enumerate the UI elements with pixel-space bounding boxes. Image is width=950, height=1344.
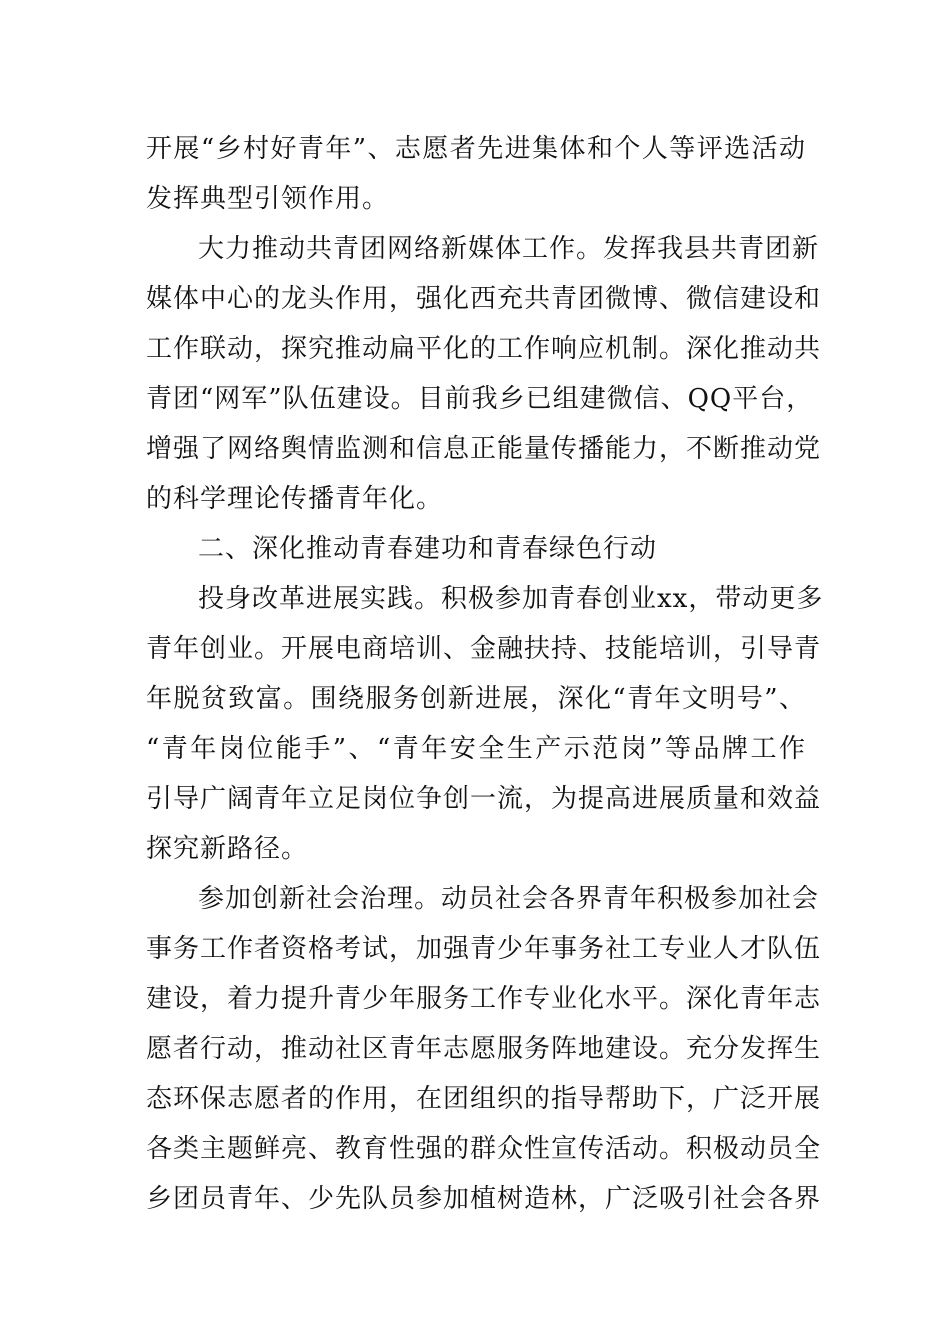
text-line: 青年创业。开展电商培训、金融扶持、技能培训，引导青: [146, 634, 822, 664]
text-line: 建设，着力提升青少年服务工作专业化水平。深化青年志: [146, 984, 822, 1014]
paragraph-first-line: 投身改革进展实践。积极参加青春创业xx，带动更多: [198, 584, 824, 614]
text-line: 愿者行动，推动社区青年志愿服务阵地建设。充分发挥生: [146, 1034, 822, 1064]
text-line: 发挥典型引领作用。: [146, 184, 390, 214]
text-line: 探究新路径。: [146, 834, 309, 864]
section-heading: 二、深化推动青春建功和青春绿色行动: [198, 534, 658, 564]
paragraph-first-line: 大力推动共青团网络新媒体工作。发挥我县共青团新: [198, 234, 820, 264]
text-line: 青团“网军”队伍建设。目前我乡已组建微信、QQ平台，: [146, 384, 814, 414]
text-line: 媒体中心的龙头作用，强化西充共青团微博、微信建设和: [146, 284, 822, 314]
paragraph-first-line: 参加创新社会治理。动员社会各界青年积极参加社会: [198, 884, 820, 914]
text-line: 引导广阔青年立足岗位争创一流，为提高进展质量和效益: [146, 784, 822, 814]
text-line: 年脱贫致富。围绕服务创新进展，深化“青年文明号”、: [146, 684, 806, 714]
text-line: 态环保志愿者的作用，在团组织的指导帮助下，广泛开展: [146, 1084, 822, 1114]
text-line: 各类主题鲜亮、教育性强的群众性宣传活动。积极动员全: [146, 1134, 822, 1164]
text-line: 开展“乡村好青年”、志愿者先进集体和个人等评选活动: [146, 134, 806, 164]
text-line: 事务工作者资格考试，加强青少年事务社工专业人才队伍: [146, 934, 822, 964]
text-line: 的科学理论传播青年化。: [146, 484, 444, 514]
text-line: 工作联动，探究推动扁平化的工作响应机制。深化推动共: [146, 334, 822, 364]
text-line: 乡团员青年、少先队员参加植树造林，广泛吸引社会各界: [146, 1184, 822, 1214]
text-line: “青年岗位能手”、“青年安全生产示范岗”等品牌工作: [146, 734, 806, 764]
text-line: 增强了网络舆情监测和信息正能量传播能力，不断推动党: [146, 434, 822, 464]
